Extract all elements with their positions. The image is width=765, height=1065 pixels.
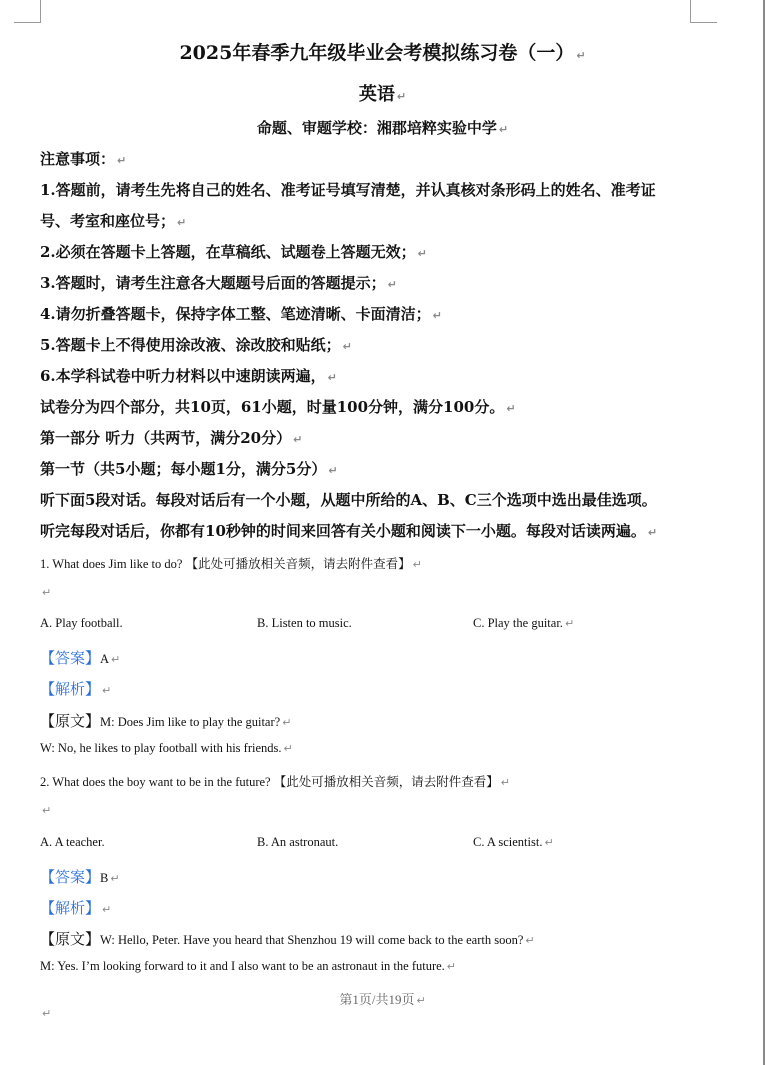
q1-option-a: A. Play football. bbox=[40, 616, 123, 630]
notice-5: 5.答题卡上不得使用涂改液、涂改胶和贴纸； ↵ bbox=[40, 336, 352, 354]
q1-original-1: 【原文】M: Does Jim like to play the guitar? ↵ bbox=[40, 714, 292, 730]
notice-6: 6.本学科试卷中听力材料以中速朗读两遍， ↵ bbox=[40, 367, 337, 385]
paper-info: 试卷分为四个部分，共10页，61小题，时量100分钟，满分100分。 ↵ bbox=[40, 398, 516, 416]
notice-2: 2.必须在答题卡上答题，在草稿纸、试题卷上答题无效； ↵ bbox=[40, 243, 427, 261]
notice-4: 4.请勿折叠答题卡，保持字体工整、笔迹清晰、卡面清洁； ↵ bbox=[40, 305, 442, 323]
q1-option-c: C. Play the guitar. ↵ bbox=[473, 616, 575, 630]
instruction-2: 听完每段对话后，你都有10秒钟的时间来回答有关小题和阅读下一小题。每段对话读两遍。 ↵ bbox=[40, 522, 658, 540]
notice-heading: 注意事项： ↵ bbox=[40, 150, 127, 168]
notice-1-cont: 号、考室和座位号； ↵ bbox=[40, 212, 187, 230]
blank-line: ↵ bbox=[42, 804, 52, 817]
q2-option-c: C. A scientist. ↵ bbox=[473, 835, 554, 849]
q1-original-2: W: No, he likes to play football with his friends. ↵ bbox=[40, 741, 293, 755]
crop-mark-top-left bbox=[14, 0, 41, 23]
q2-option-a: A. A teacher. bbox=[40, 835, 105, 849]
q2-answer: 【答案】B ↵ bbox=[40, 870, 120, 886]
q2-original-1: 【原文】W: Hello, Peter. Have you heard that Shenzhou 19 will come back to the earth soon? ↵ bbox=[40, 932, 535, 948]
section-one-heading: 第一节（共5小题；每小题1分，满分5分） ↵ bbox=[40, 460, 338, 478]
q1-answer: 【答案】A ↵ bbox=[40, 651, 121, 667]
crop-mark-top-right bbox=[690, 0, 717, 23]
blank-line: ↵ bbox=[42, 586, 52, 599]
question-2: 2. What does the boy want to be in the future? 【此处可播放相关音频，请去附件查看】 ↵ bbox=[40, 775, 510, 789]
q2-original-2: M: Yes. I’m looking forward to it and I also want to be an astronaut in the future. ↵ bbox=[40, 959, 457, 973]
question-1: 1. What does Jim like to do? 【此处可播放相关音频，请去附件查看】 ↵ bbox=[40, 557, 422, 571]
page-footer: 第1页/共19页 ↵ bbox=[339, 992, 426, 1007]
instruction-1: 听下面5段对话。每段对话后有一个小题，从题中所给的A、B、C三个选项中选出最佳选项。 bbox=[40, 491, 657, 509]
notice-1: 1.答题前，请考生先将自己的姓名、准考证号填写清楚，并认真核对条形码上的姓名、准考证 bbox=[40, 181, 656, 199]
q1-analysis: 【解析】 ↵ bbox=[40, 682, 112, 698]
part-one-heading: 第一部分 听力（共两节，满分20分） ↵ bbox=[40, 429, 303, 447]
q2-analysis: 【解析】 ↵ bbox=[40, 901, 112, 917]
q1-option-b: B. Listen to music. bbox=[257, 616, 352, 630]
exam-subject: 英语 ↵ bbox=[358, 84, 407, 105]
exam-title: 2025年春季九年级毕业会考模拟练习卷（一） ↵ bbox=[179, 42, 586, 64]
exam-school: 命题、审题学校：湘郡培粹实验中学 ↵ bbox=[256, 119, 509, 137]
q2-option-b: B. An astronaut. bbox=[257, 835, 339, 849]
notice-3: 3.答题时，请考生注意各大题题号后面的答题提示； ↵ bbox=[40, 274, 397, 292]
blank-line: ↵ bbox=[42, 1007, 52, 1020]
